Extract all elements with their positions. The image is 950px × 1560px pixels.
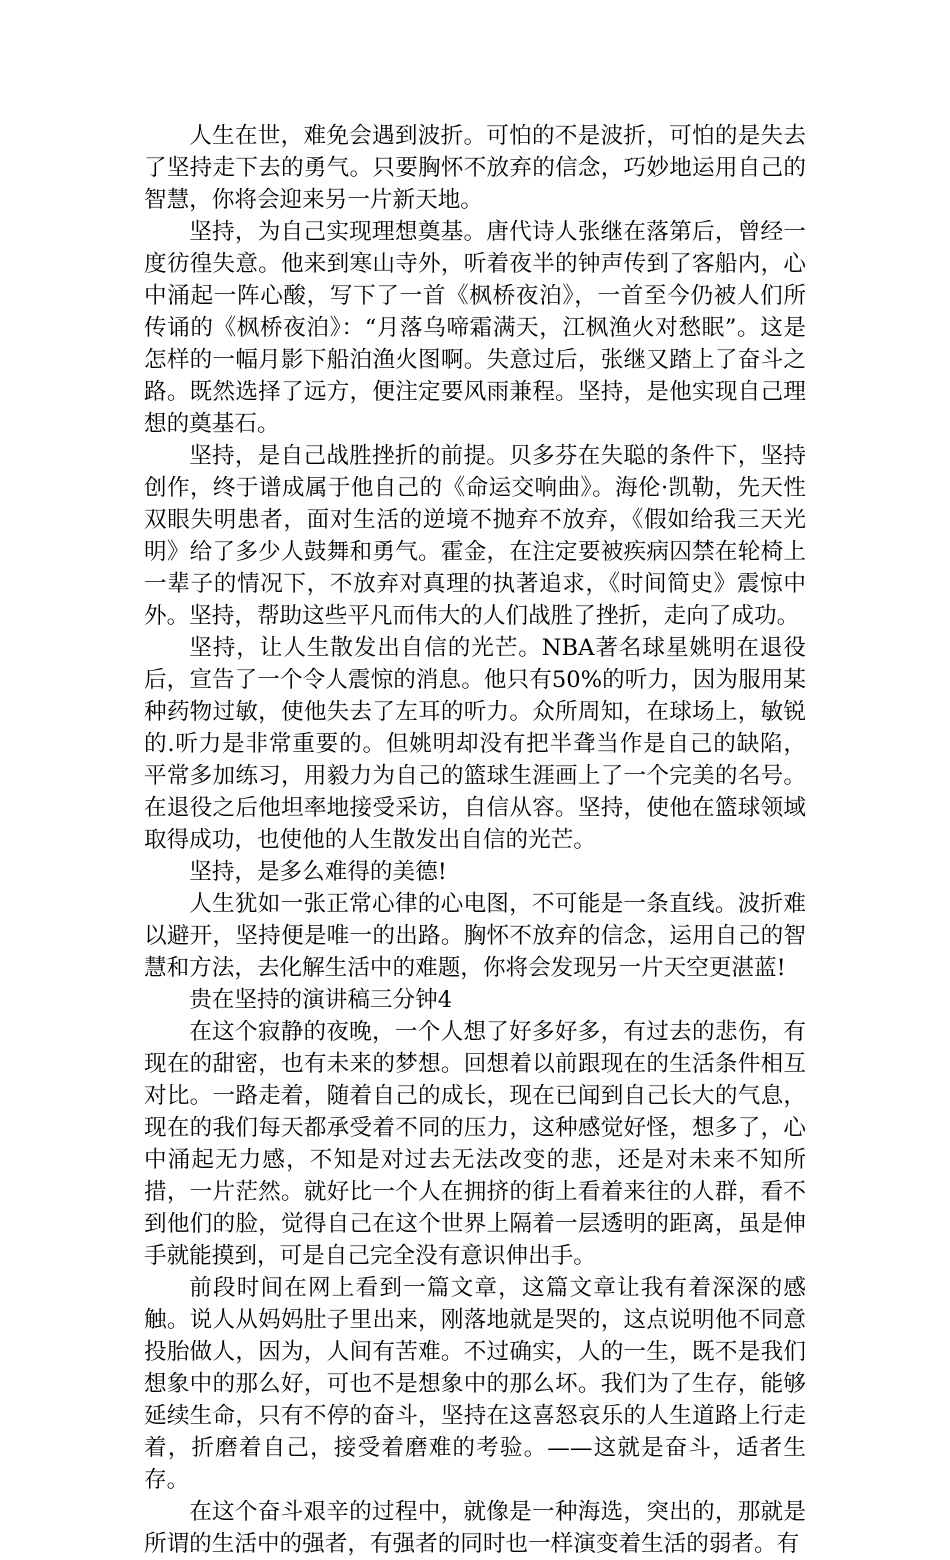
paragraph-overcome-setbacks: 坚持，是自己战胜挫折的前提。贝多芬在失聪的条件下，坚持创作，终于谱成属于他自己的《命运交响曲》。海伦·凯勒，先天性双眼失明患者，面对生活的逆境不抛弃不放弃，《假如给我三天光明》给了多少人鼓舞和勇气。霍金，在注定要被疾病囚禁在轮椅上一辈子的情况下，不放弃对真理的执著追求，《时间简史》震惊中外。坚持，帮助这些平凡而伟大的人们战胜了挫折，走向了成功。 (144, 443, 806, 629)
paragraph-article: 前段时间在网上看到一篇文章，这篇文章让我有着深深的感触。说人从妈妈肚子里出来，刚落地就是哭的，这点说明他不同意投胎做人，因为，人间有苦难。不过确实，人的一生，既不是我们想象中的那么好，可也不是想象中的那么坏。我们为了生存，能够延续生命，只有不停的奋斗，坚持在这喜怒哀乐的人生道路上行走着，折磨着自己，接受着磨难的考验。——这就是奋斗，适者生存。 (144, 1275, 806, 1493)
document-body (144, 120, 806, 1560)
paragraph-struggle: 在这个奋斗艰辛的过程中，就像是一种海选，突出的，那就是所谓的生活中的强者，有强者的同时也一样演变着生活的弱者。有 (144, 1499, 806, 1557)
paragraph-virtue: 坚持，是多么难得的美德! (189, 859, 447, 885)
paragraph-yao-ming: 坚持，让人生散发出自信的光芒。NBA著名球星姚明在退役后，宣告了一个令人震惊的消息。他只有50%的听力，因为服用某种药物过敏，使他失去了左耳的听力。众所周知，在球场上，敏锐的.听力是非常重要的。但姚明却没有把半聋当作是自己的缺陷，平常多加练习，用毅力为自己的篮球生涯画上了一个完美的名号。在退役之后他坦率地接受采访，自信从容。坚持，使他在篮球领域取得成功，也使他的人生散发出自信的光芒。 (144, 635, 806, 853)
paragraph-conclusion: 人生犹如一张正常心律的心电图，不可能是一条直线。波折难以避开，坚持便是唯一的出路。胸怀不放弃的信念，运用自己的智慧和方法，去化解生活中的难题，你将会发现另一片天空更湛蓝! (144, 891, 806, 981)
paragraph-zhang-ji: 坚持，为自己实现理想奠基。唐代诗人张继在落第后，曾经一度彷徨失意。他来到寒山寺外，听着夜半的钟声传到了客船内，心中涌起一阵心酸，写下了一首《枫桥夜泊》，一首至今仍被人们所传诵的《枫桥夜泊》：“月落乌啼霜满天，江枫渔火对愁眠”。这是怎样的一幅月影下船泊渔火图啊。失意过后，张继又踏上了奋斗之路。既然选择了远方，便注定要风雨兼程。坚持，是他实现自己理想的奠基石。 (144, 219, 806, 437)
paragraph-quiet-night: 在这个寂静的夜晚，一个人想了好多好多，有过去的悲伤，有现在的甜密，也有未来的梦想。回想着以前跟现在的生活条件相互对比。一路走着，随着自己的成长，现在已闻到自己长大的气息，现在的我们每天都承受着不同的压力，这种感觉好怪，想多了，心中涌起无力感，不知是对过去无法改变的悲，还是对未来不知所措，一片茫然。就好比一个人在拥挤的街上看着来往的人群，看不到他们的脸，觉得自己在这个世界上隔着一层透明的距离，虽是伸手就能摸到，可是自己完全没有意识伸出手。 (144, 1019, 806, 1269)
paragraph-intro: 人生在世，难免会遇到波折。可怕的不是波折，可怕的是失去了坚持走下去的勇气。只要胸怀不放弃的信念，巧妙地运用自己的智慧，你将会迎来另一片新天地。 (144, 123, 806, 213)
section-heading: 贵在坚持的演讲稿三分钟4 (189, 987, 453, 1013)
